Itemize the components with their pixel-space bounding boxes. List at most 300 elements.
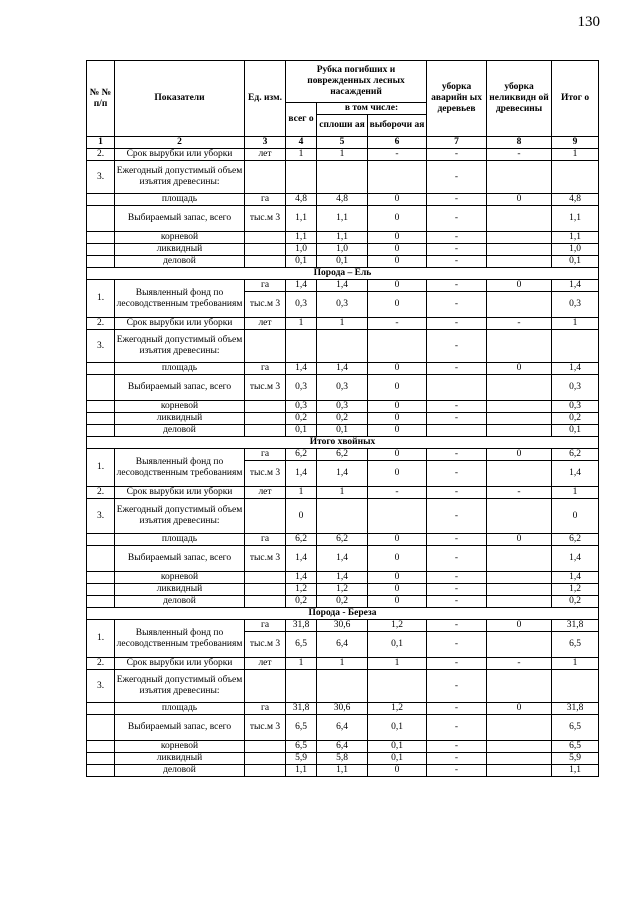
section-title: Порода – Ель bbox=[87, 268, 599, 280]
cell: - bbox=[427, 256, 487, 268]
cell: 0,1 bbox=[317, 256, 368, 268]
cell: 2. bbox=[87, 658, 115, 670]
cell: Срок вырубки или уборки bbox=[115, 487, 245, 499]
cell: 0 bbox=[487, 534, 552, 546]
page-number: 130 bbox=[577, 14, 600, 30]
cell: 0 bbox=[368, 280, 427, 292]
cell: 1 bbox=[368, 658, 427, 670]
cell: - bbox=[427, 461, 487, 487]
colnum: 5 bbox=[317, 137, 368, 149]
cell: корневой bbox=[115, 232, 245, 244]
section-row bbox=[87, 608, 599, 620]
cell: - bbox=[368, 487, 427, 499]
cell: Выбираемый запас, всего bbox=[115, 715, 245, 741]
header-felling: Рубка погибших и поврежденных лесных насаждений bbox=[286, 61, 427, 103]
section-row bbox=[87, 268, 599, 280]
cell: 1,4 bbox=[286, 572, 317, 584]
cell: 2. bbox=[87, 487, 115, 499]
cell: 1,4 bbox=[552, 363, 599, 375]
table-row bbox=[87, 449, 599, 461]
cell: 0,1 bbox=[368, 753, 427, 765]
cell bbox=[487, 670, 552, 703]
cell: 1,1 bbox=[552, 765, 599, 777]
cell bbox=[87, 741, 115, 753]
cell: - bbox=[427, 292, 487, 318]
cell: 1 bbox=[552, 487, 599, 499]
cell: 1 bbox=[286, 149, 317, 161]
cell: 2. bbox=[87, 149, 115, 161]
cell bbox=[368, 330, 427, 363]
cell: - bbox=[427, 670, 487, 703]
cell: - bbox=[427, 413, 487, 425]
cell bbox=[317, 330, 368, 363]
cell: - bbox=[427, 620, 487, 632]
cell: 31,8 bbox=[552, 703, 599, 715]
cell: 0 bbox=[368, 546, 427, 572]
table-row bbox=[87, 149, 599, 161]
table-row bbox=[87, 363, 599, 375]
cell: - bbox=[427, 572, 487, 584]
cell: 1 bbox=[286, 318, 317, 330]
cell bbox=[487, 461, 552, 487]
cell: площадь bbox=[115, 194, 245, 206]
cell: 0,1 bbox=[286, 425, 317, 437]
cell bbox=[87, 534, 115, 546]
cell: 1,4 bbox=[552, 572, 599, 584]
cell: Выбираемый запас, всего bbox=[115, 546, 245, 572]
cell: лет bbox=[245, 658, 286, 670]
cell: 0 bbox=[552, 499, 599, 534]
table-row bbox=[87, 244, 599, 256]
cell bbox=[487, 584, 552, 596]
cell: площадь bbox=[115, 703, 245, 715]
cell: 6,4 bbox=[317, 632, 368, 658]
section-title: Итого хвойных bbox=[87, 437, 599, 449]
cell: - bbox=[487, 318, 552, 330]
cell: 3. bbox=[87, 499, 115, 534]
cell: 31,8 bbox=[552, 620, 599, 632]
cell bbox=[87, 572, 115, 584]
cell: 6,5 bbox=[286, 741, 317, 753]
cell bbox=[487, 596, 552, 608]
table-row bbox=[87, 765, 599, 777]
cell: 5,9 bbox=[286, 753, 317, 765]
cell: 0,1 bbox=[368, 715, 427, 741]
table-row bbox=[87, 280, 599, 292]
cell: 6,5 bbox=[286, 715, 317, 741]
table-row bbox=[87, 620, 599, 632]
cell: 1,0 bbox=[286, 244, 317, 256]
cell: 1,1 bbox=[552, 232, 599, 244]
header-incl: в том числе: bbox=[317, 103, 427, 115]
cell: - bbox=[487, 658, 552, 670]
header-result: Итог о bbox=[552, 61, 599, 137]
cell bbox=[87, 715, 115, 741]
cell: 0 bbox=[368, 194, 427, 206]
cell bbox=[487, 401, 552, 413]
cell: 1,1 bbox=[286, 232, 317, 244]
colnum: 3 bbox=[245, 137, 286, 149]
cell: - bbox=[427, 753, 487, 765]
cell: 1 bbox=[552, 149, 599, 161]
cell: 0 bbox=[487, 449, 552, 461]
cell: 3. bbox=[87, 330, 115, 363]
cell: 1,4 bbox=[286, 280, 317, 292]
table-row bbox=[87, 499, 599, 534]
cell: 0,1 bbox=[552, 425, 599, 437]
cell: 0,3 bbox=[317, 401, 368, 413]
cell: 1,1 bbox=[552, 206, 599, 232]
cell: га bbox=[245, 534, 286, 546]
cell: лет bbox=[245, 318, 286, 330]
cell: - bbox=[427, 280, 487, 292]
cell: тыс.м 3 bbox=[245, 375, 286, 401]
cell bbox=[487, 546, 552, 572]
cell: 1 bbox=[286, 658, 317, 670]
cell: 1,2 bbox=[317, 584, 368, 596]
cell bbox=[245, 330, 286, 363]
cell: 1,1 bbox=[317, 765, 368, 777]
cell: 0,3 bbox=[552, 401, 599, 413]
cell: корневой bbox=[115, 401, 245, 413]
header-illiquid: уборка неликвидн ой древесины bbox=[487, 61, 552, 137]
cell: 1,4 bbox=[317, 546, 368, 572]
cell: ликвидный bbox=[115, 413, 245, 425]
cell: 1 bbox=[317, 658, 368, 670]
cell: 6,4 bbox=[317, 715, 368, 741]
cell: 0,3 bbox=[552, 292, 599, 318]
cell: Ежегодный допустимый объем изъятия древесины: bbox=[115, 670, 245, 703]
cell: деловой bbox=[115, 596, 245, 608]
cell: 31,8 bbox=[286, 703, 317, 715]
cell: 0,1 bbox=[368, 632, 427, 658]
cell: - bbox=[427, 584, 487, 596]
cell: 1 bbox=[552, 658, 599, 670]
cell: Ежегодный допустимый объем изъятия древесины: bbox=[115, 330, 245, 363]
table-row bbox=[87, 741, 599, 753]
cell: - bbox=[427, 487, 487, 499]
cell bbox=[87, 401, 115, 413]
cell: 6,2 bbox=[317, 449, 368, 461]
cell: ликвидный bbox=[115, 753, 245, 765]
cell: - bbox=[427, 658, 487, 670]
cell bbox=[245, 232, 286, 244]
cell: га bbox=[245, 703, 286, 715]
cell: - bbox=[427, 161, 487, 194]
cell: 1,4 bbox=[552, 546, 599, 572]
cell: 1,2 bbox=[552, 584, 599, 596]
cell: 5,8 bbox=[317, 753, 368, 765]
cell: тыс.м 3 bbox=[245, 292, 286, 318]
cell: 0 bbox=[368, 292, 427, 318]
cell: лет bbox=[245, 149, 286, 161]
header-selective: выборочи ая bbox=[368, 115, 427, 137]
colnum: 9 bbox=[552, 137, 599, 149]
cell bbox=[87, 375, 115, 401]
colnum: 8 bbox=[487, 137, 552, 149]
section-title: Порода - Береза bbox=[87, 608, 599, 620]
cell bbox=[286, 161, 317, 194]
table-row bbox=[87, 232, 599, 244]
cell: 0 bbox=[368, 425, 427, 437]
cell: га bbox=[245, 280, 286, 292]
header-clear: сплоши ая bbox=[317, 115, 368, 137]
cell: - bbox=[427, 232, 487, 244]
cell: 1,4 bbox=[317, 280, 368, 292]
cell: - bbox=[427, 715, 487, 741]
header-num: № № п/п bbox=[87, 61, 115, 137]
cell bbox=[87, 232, 115, 244]
table-row bbox=[87, 256, 599, 268]
cell: Ежегодный допустимый объем изъятия древесины: bbox=[115, 161, 245, 194]
cell: 0,3 bbox=[317, 292, 368, 318]
cell: ликвидный bbox=[115, 584, 245, 596]
cell bbox=[552, 670, 599, 703]
cell: - bbox=[427, 703, 487, 715]
cell bbox=[368, 670, 427, 703]
cell: 6,5 bbox=[552, 632, 599, 658]
cell: 0 bbox=[368, 584, 427, 596]
section-row bbox=[87, 437, 599, 449]
cell: 0,2 bbox=[317, 596, 368, 608]
cell: 0 bbox=[368, 596, 427, 608]
cell: 30,6 bbox=[317, 703, 368, 715]
cell: 1,4 bbox=[317, 461, 368, 487]
cell bbox=[245, 401, 286, 413]
cell: 0 bbox=[368, 401, 427, 413]
cell: - bbox=[427, 149, 487, 161]
cell bbox=[87, 256, 115, 268]
cell: 0 bbox=[487, 703, 552, 715]
cell: - bbox=[427, 534, 487, 546]
cell: 2. bbox=[87, 318, 115, 330]
cell bbox=[487, 753, 552, 765]
cell: 30,6 bbox=[317, 620, 368, 632]
cell: 6,2 bbox=[286, 534, 317, 546]
cell: лет bbox=[245, 487, 286, 499]
cell bbox=[87, 206, 115, 232]
forest-felling-table bbox=[86, 60, 599, 777]
cell: 0 bbox=[368, 765, 427, 777]
colnum: 4 bbox=[286, 137, 317, 149]
cell: 0 bbox=[286, 499, 317, 534]
cell: га bbox=[245, 620, 286, 632]
table-row bbox=[87, 753, 599, 765]
table-row bbox=[87, 715, 599, 741]
cell: 0 bbox=[368, 375, 427, 401]
cell bbox=[552, 161, 599, 194]
cell bbox=[487, 206, 552, 232]
cell: 1,2 bbox=[368, 620, 427, 632]
cell: 0 bbox=[368, 232, 427, 244]
cell bbox=[368, 161, 427, 194]
cell: 1 bbox=[317, 487, 368, 499]
cell bbox=[87, 194, 115, 206]
cell: - bbox=[487, 149, 552, 161]
cell: тыс.м 3 bbox=[245, 461, 286, 487]
cell: 1 bbox=[552, 318, 599, 330]
cell: - bbox=[368, 149, 427, 161]
colnum: 6 bbox=[368, 137, 427, 149]
cell bbox=[87, 425, 115, 437]
cell: 4,8 bbox=[286, 194, 317, 206]
cell: 3. bbox=[87, 161, 115, 194]
cell bbox=[87, 363, 115, 375]
table-row bbox=[87, 703, 599, 715]
cell: корневой bbox=[115, 741, 245, 753]
table-row bbox=[87, 572, 599, 584]
cell: 0 bbox=[368, 206, 427, 232]
cell: 6,2 bbox=[286, 449, 317, 461]
table-row bbox=[87, 194, 599, 206]
colnum: 1 bbox=[87, 137, 115, 149]
cell: 1 bbox=[317, 149, 368, 161]
cell: 31,8 bbox=[286, 620, 317, 632]
table-row bbox=[87, 413, 599, 425]
cell bbox=[286, 670, 317, 703]
cell bbox=[87, 584, 115, 596]
cell: 0,1 bbox=[286, 256, 317, 268]
cell bbox=[245, 413, 286, 425]
cell: Выбираемый запас, всего bbox=[115, 206, 245, 232]
table-row bbox=[87, 596, 599, 608]
cell: 1. bbox=[87, 280, 115, 318]
cell bbox=[487, 232, 552, 244]
table-row bbox=[87, 425, 599, 437]
table-row bbox=[87, 670, 599, 703]
cell bbox=[245, 256, 286, 268]
table-row bbox=[87, 161, 599, 194]
table-row bbox=[87, 546, 599, 572]
cell: 0,3 bbox=[286, 401, 317, 413]
cell: - bbox=[427, 449, 487, 461]
cell: 5,9 bbox=[552, 753, 599, 765]
cell: 1 bbox=[286, 487, 317, 499]
cell: 1,0 bbox=[552, 244, 599, 256]
cell: 6,5 bbox=[286, 632, 317, 658]
cell: 0,1 bbox=[368, 741, 427, 753]
cell: 6,5 bbox=[552, 715, 599, 741]
cell bbox=[317, 161, 368, 194]
cell bbox=[245, 670, 286, 703]
cell: 0 bbox=[368, 413, 427, 425]
cell bbox=[245, 425, 286, 437]
cell bbox=[245, 161, 286, 194]
cell bbox=[487, 499, 552, 534]
cell bbox=[487, 413, 552, 425]
cell bbox=[87, 413, 115, 425]
table-row bbox=[87, 401, 599, 413]
cell: 1,4 bbox=[317, 363, 368, 375]
cell: Выявленный фонд по лесоводственным требованиям bbox=[115, 620, 245, 658]
cell bbox=[245, 572, 286, 584]
cell: 1,1 bbox=[286, 765, 317, 777]
cell: 6,2 bbox=[552, 534, 599, 546]
cell: - bbox=[427, 206, 487, 232]
cell: 0,2 bbox=[286, 596, 317, 608]
cell: 1,4 bbox=[552, 461, 599, 487]
cell bbox=[317, 499, 368, 534]
cell bbox=[317, 670, 368, 703]
cell: 0,3 bbox=[317, 375, 368, 401]
cell: тыс.м 3 bbox=[245, 632, 286, 658]
cell: - bbox=[427, 244, 487, 256]
cell: - bbox=[427, 596, 487, 608]
cell bbox=[368, 499, 427, 534]
cell: деловой bbox=[115, 425, 245, 437]
cell: 0 bbox=[368, 244, 427, 256]
cell: 1,2 bbox=[368, 703, 427, 715]
cell: 0,2 bbox=[552, 413, 599, 425]
cell: 0,2 bbox=[552, 596, 599, 608]
cell bbox=[487, 765, 552, 777]
colnum: 2 bbox=[115, 137, 245, 149]
cell bbox=[245, 741, 286, 753]
cell: 6,5 bbox=[552, 741, 599, 753]
cell: га bbox=[245, 194, 286, 206]
cell: 0 bbox=[368, 449, 427, 461]
cell: - bbox=[427, 363, 487, 375]
cell bbox=[487, 715, 552, 741]
cell bbox=[245, 596, 286, 608]
cell: 1,1 bbox=[317, 206, 368, 232]
cell: 1,4 bbox=[286, 546, 317, 572]
cell: Выявленный фонд по лесоводственным требованиям bbox=[115, 280, 245, 318]
cell bbox=[87, 596, 115, 608]
cell bbox=[87, 703, 115, 715]
cell: корневой bbox=[115, 572, 245, 584]
cell: 0 bbox=[487, 363, 552, 375]
table-row bbox=[87, 584, 599, 596]
table-row bbox=[87, 206, 599, 232]
cell: 6,4 bbox=[317, 741, 368, 753]
cell bbox=[87, 244, 115, 256]
cell: площадь bbox=[115, 534, 245, 546]
cell: 1,0 bbox=[317, 244, 368, 256]
cell: 1. bbox=[87, 449, 115, 487]
cell: 0,3 bbox=[286, 375, 317, 401]
cell bbox=[245, 499, 286, 534]
table-row bbox=[87, 534, 599, 546]
table-row bbox=[87, 658, 599, 670]
cell: - bbox=[368, 318, 427, 330]
cell: - bbox=[427, 330, 487, 363]
table-row bbox=[87, 318, 599, 330]
cell: 6,2 bbox=[317, 534, 368, 546]
cell bbox=[87, 546, 115, 572]
cell: 0 bbox=[368, 461, 427, 487]
cell: 1,1 bbox=[317, 232, 368, 244]
cell: 0,3 bbox=[552, 375, 599, 401]
cell: 1,1 bbox=[286, 206, 317, 232]
cell: Выбираемый запас, всего bbox=[115, 375, 245, 401]
cell: 1 bbox=[317, 318, 368, 330]
cell bbox=[487, 161, 552, 194]
colnum: 7 bbox=[427, 137, 487, 149]
cell: - bbox=[427, 401, 487, 413]
cell bbox=[487, 256, 552, 268]
cell: 1,4 bbox=[286, 461, 317, 487]
cell: 0,2 bbox=[286, 413, 317, 425]
cell: 1,4 bbox=[552, 280, 599, 292]
cell bbox=[286, 330, 317, 363]
cell bbox=[87, 765, 115, 777]
cell: 4,8 bbox=[317, 194, 368, 206]
cell bbox=[427, 425, 487, 437]
cell: тыс.м 3 bbox=[245, 206, 286, 232]
cell: Срок вырубки или уборки bbox=[115, 318, 245, 330]
cell bbox=[87, 753, 115, 765]
